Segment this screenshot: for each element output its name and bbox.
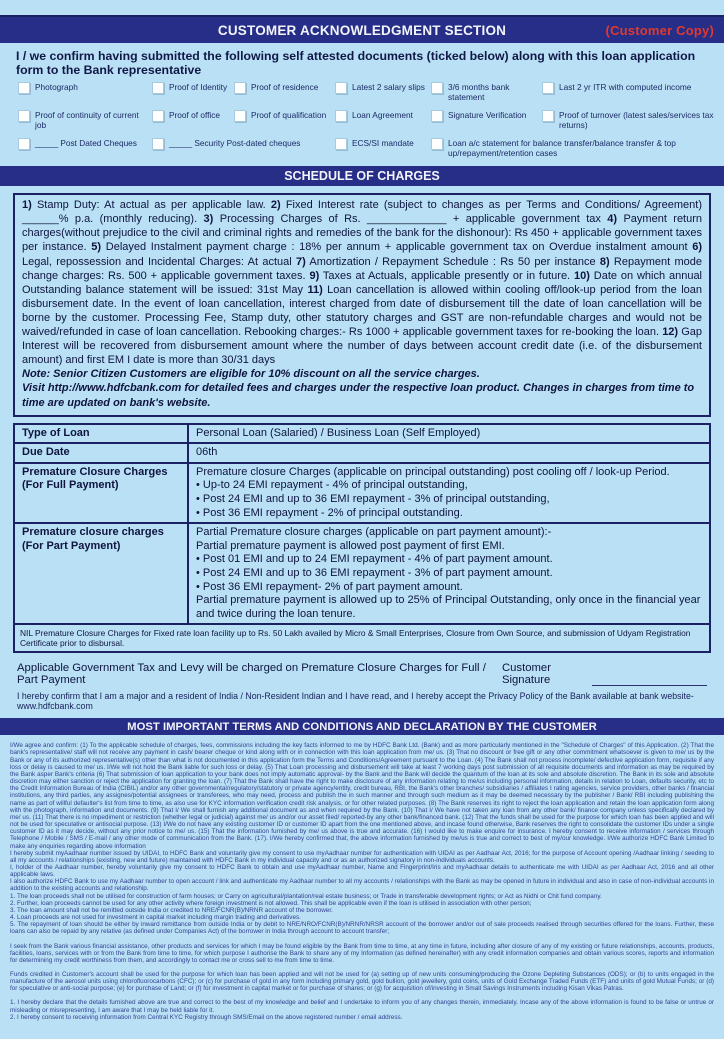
- table-row: [14, 443, 710, 463]
- checkbox-item[interactable]: [18, 138, 148, 158]
- checkbox-label: Signature Verification: [448, 110, 527, 121]
- ack-intro-text: I / we confirm having submitted the following self attested documents (ticked below) along with this loan application form to the Bank representative: [16, 49, 696, 77]
- row-label: Premature Closure Charges (For Full Payment): [14, 463, 188, 523]
- checkbox[interactable]: [152, 110, 164, 122]
- tax-signature-row: [17, 662, 707, 686]
- checkbox-item[interactable]: [152, 138, 331, 158]
- ack-section-header: [0, 15, 724, 43]
- charges-table-body: [14, 424, 710, 653]
- checkbox-item[interactable]: [431, 110, 538, 130]
- checkbox-item[interactable]: [335, 110, 427, 130]
- checkbox-item[interactable]: [234, 82, 331, 102]
- checkbox-grid: [18, 82, 716, 158]
- row-label: Due Date: [14, 443, 188, 463]
- table-row: [14, 523, 710, 624]
- checkbox-item[interactable]: [335, 82, 427, 102]
- checkbox[interactable]: [542, 110, 554, 122]
- checkbox[interactable]: [335, 138, 347, 150]
- terms-paragraph: 4. Loan proceeds are not used for investment in capital market including margin trading and derivatives.: [10, 914, 301, 922]
- checkbox-item[interactable]: [18, 110, 148, 130]
- schedule-note: Note: Senior Citizen Customers are eligible for 10% discount on all the service charges.: [22, 368, 480, 381]
- terms-paragraph: I, holder of the Aadhaar number, hereby voluntarily give my consent to HDFC Bank to obtain and use myAadhaar number, Name and Fingerprint/Iris and myAadhaar details to authenticate me with UIDAI as per Aadhaar Act, 2016 and all other applicable laws.: [10, 863, 714, 879]
- checkbox[interactable]: [152, 82, 164, 94]
- checkbox-label: Proof of residence: [251, 82, 319, 92]
- checkbox-item[interactable]: [18, 82, 148, 102]
- checkbox-item[interactable]: [431, 82, 538, 102]
- table-row: [14, 424, 710, 444]
- checkbox-label: Proof of office: [169, 110, 221, 121]
- ack-section-title: CUSTOMER ACKNOWLEDGMENT SECTION: [217, 22, 507, 38]
- checkbox[interactable]: [335, 110, 347, 122]
- checkbox-label: Latest 2 salary slips: [352, 82, 425, 92]
- checkbox-label: Last 2 yr ITR with computed income: [559, 82, 692, 92]
- checkbox[interactable]: [234, 82, 246, 94]
- checkbox[interactable]: [18, 110, 30, 122]
- schedule-title: SCHEDULE OF CHARGES: [284, 169, 440, 184]
- terms-paragraph: I hereby submit myAadhaar number issued by UIDAI, to HDFC Bank and voluntarily give my consent to use myAadhaar number for authentication with UIDAI as per Aadhaar Act, 2016; for the purpose of Account opening /Aadhaar linking / seeding to all my accounts / relationships (existing, new and future) maintained with HDFC Bank in my individual capacity and or as an authorized signatory in non-individuals accounts.: [10, 849, 714, 864]
- checkbox-item[interactable]: [152, 82, 230, 102]
- terms-paragraph: I seek from the Bank various financial assistance, other products and services for which I may be found eligible by the Bank from time to time, at any time in future, including after closure of any of my existing or future relationships, accounts, products, facilities, loans, services with or from the Bank from time to time, for which purpose I authorise the Bank to share any of my Information (as defined hereinafter) with any credit information companies and obtain various scores, reports and information for determining my credit worthiness from them, and accordingly to contact me or cross sell to me from time to time.: [10, 942, 714, 964]
- mitc-title: MOST IMPORTANT TERMS AND CONDITIONS AND DECLARATION BY THE CUSTOMER: [127, 720, 597, 733]
- schedule-body: 1) Stamp Duty: At actual as per applicable law. 2) Fixed Interest rate (subject to changes as per Terms and Conditions/ Agreement) ______% p.a. (monthly reducing). 3) Processing Charges of Rs. _____________ + applicable government tax 4) Payment return charges(without prejudice to the civil and criminal rights and remedies of the bank for the dishonour): Rs 450 + applicable government taxes per instance. 5) Delayed Instalment payment charge : 18% per annum + applicable government tax on Overdue instalment amount 6) Legal, repossession and Incidental Charges: At actual 7) Amortization / Repayment Schedule : Rs 50 per instance 8) Repayment mode change charges: Rs. 500 + applicable government taxes. 9) Taxes at Actuals, applicable presently or in future. 10) Date on which annual Outstanding balance statement will be issued: 31st May 11) Loan cancellation is allowed within cooling off/look-up period from the loan disbursement date. In the event of loan cancellation, interest charged from date of disbursement till the date of loan cancellation will be borne by the customer. Processing Fee, Stamp duty, other statutory charges and GST are non-refundable charges and would not be waived/refunded in case of loan cancellation. Rebooking charges:- Rs 1000 + applicable government taxes for re-booking the loan. 12) Gap Interest will be recovered from disbursement amount where the number of days between account credit date (i.e. of the disbursement amount) and first EM I date is more than 30/31 days: [22, 199, 703, 367]
- terms-paragraph: I also authorize HDFC Bank to use my Aadhaar number to open account / link and authenticate my Aadhaar number to all my accounts / relationships with the Bank as may be opened in future in individual and also in case of non-individual accounts in addition to the existing accounts and relationship.: [10, 878, 714, 893]
- terms-paragraph: 1. I hereby declare that the details furnished above are true and correct to the best of my knowledge and belief and I undertake to inform you of any changes therein, immediately. Incase any of the above information is found to be false or untrue or misleading or misrepresenting, I am aware that I may be held liable for it.: [10, 999, 714, 1014]
- terms-paragraph: 1. The loan proceeds shall not be utilised for construction of farm houses; or Carry on agricultural/plantation/real estate business; or Trade in transferable development rights; or Act as Nidhi or Chit fund company.: [10, 892, 602, 900]
- row-label: Premature closure charges (For Part Payment): [14, 523, 188, 624]
- tax-note: Applicable Government Tax and Levy will be charged on Premature Closure Charges for Full / Part Payment: [17, 662, 486, 687]
- checkbox-label: Proof of continuity of current job: [35, 110, 139, 130]
- customer-copy-label: (Customer Copy): [605, 22, 714, 38]
- checkbox-label: 3/6 months bank statement: [448, 82, 510, 102]
- checkbox-label: _____ Post Dated Cheques: [35, 138, 137, 149]
- row-value: Partial Premature closure charges (applicable on part payment amount):- Partial premature payment is allowed post payment of first EMI. • Post 01 EMI and up to 24 EMI repayment - 4% of part payment amount. • Post 24 EMI and up to 36 EMI repayment - 3% of part payment amount. • Post 36 EMI repayment- 2% of part payment amount. Partial premature payment is allowed up to 25% of Principal Outstanding, only once in the financial year and twice during the loan tenure.: [188, 523, 710, 624]
- checkbox[interactable]: [542, 82, 554, 94]
- charges-table: [13, 423, 711, 654]
- checkbox-label: Photograph: [35, 82, 78, 92]
- row-label: Type of Loan: [14, 424, 188, 444]
- row-value: Personal Loan (Salaried) / Business Loan (Self Employed): [188, 424, 710, 444]
- table-row: [14, 463, 710, 523]
- schedule-header: [0, 166, 724, 186]
- table-row: [14, 624, 710, 652]
- terms-paragraph: 2. I hereby consent to receiving information from Central KYC Registry through SMS/Email on the above registered number / email address.: [10, 1013, 403, 1021]
- customer-signature-field[interactable]: [592, 675, 707, 686]
- terms-paragraph: I/We agree and confirm: (1) To the applicable schedule of charges, fees, commissions including the key facts informed to me by HDFC Bank Ltd. (Bank) and as more particularly mentioned in the "Schedule of Charges" of this Application. (2) That the bank's representative/ staff will not receive any payment in cash/ bearer cheque or kind along with or in connection with this loan application from me/ us. (3) That no discount or free gift or any other commitment whatsoever is given to me/ us by the Bank or any of its authorized representative(s) other than what is not documented in this application form the Terms and Conditions/Agreement pursuant to the Loan. (4) The Bank shall not process incomplete/ defective application form, requisite if any loss or delay is caused to me/ us. I/We will not hold the Bank liable for such loss or delay. (5) That Loan processing and disbursement will take at least 7 working days post submission of all requisite documents and information as may be required by the Bank asper Bank's criteria (6) That submission of loan application to your bank does not imply automatic approval- by the Bank and the Bank will decide the quantum of the loan at its sole and absolute discretion. The Bank in its sole and absolute discretion may either sanction or reject the application for granting the loan. (7) That the Bank shall have the right to make disclosure of any information relating to me/us including personal information, details in relation to Loan, defaults security, etc to the Credit Information Bureau of India (CIBIL) and/or any other governmental/regulatory/statutory or private agency/entity, credit bureau, RBI, the Bank's other branches/ subsidiaries / affiliates I rating agencies, service providers, other banks / financial institutions, any third parties, any assignes/potential assignees or transferees, who may need, process and publish the in such manner and through such medium as it may be deemed necessary by the publisher / Bank/ RBI including publishing the name as part of willful defaulter's list from time to time, as also use for KYC information verification credit risk analysis, or for other related purposes. (8) The Bank reserves its right to reject the loan application and retain the loan application form along with the photograph, information and documents. (9) That I/ We shall furnish any additional document as and when required by the Bank. (10) That I/ We have not taken any loan from any other bank/ finance company unless specifically declared by me/ us. (11) That there is no impediment or restriction (whether legal or judicial) against me/ us and/or our asset filed/ reported-by any other bank/financed bank. (12) That the funds shall be used for the purpose for which loan has been applied and will not be used for speculative or antisocial purpose. (13) I/We do not have any existing customer ID or customer ID apart from the one mentioned above, and incase found otherwise, Bank reserves the right to consolidate the customer IDs under a single customer ID as it may decide, without any prior notice to me/ us. (15) That the information furnished by me/ us above is true and accurate. (16) I would like to make enquire for insurance. I hereby consent to receive information / services through Telephone / Mobile / SMS / E-mail / any other mode of communication from the Bank. (17). I/We hereby confirmed that, the above information furnished by me/us is true and correct to best of my/our knowledge. I/We authorize HDFC Bank Limited to make any enquiries regarding above information: [10, 742, 714, 850]
- checkbox-item[interactable]: [542, 110, 716, 130]
- checkbox-label: Proof of Identity: [169, 82, 228, 92]
- row-value: 06th: [188, 443, 710, 463]
- terms-paragraph: 3. The loan amount shall not be remitted outside India or credited to NRE/FCNR(B)/NRNR account of the borrower.: [10, 906, 333, 914]
- checkbox-item[interactable]: [431, 138, 716, 158]
- schedule-box: [13, 193, 711, 416]
- schedule-visit-note: Visit http://www.hdfcbank.com for detailed fees and charges under the respective loan product. Changes in charges from time to time are updated on bank's website.: [22, 382, 695, 409]
- checkbox[interactable]: [234, 110, 246, 122]
- checkbox-label: Proof of turnover (latest sales/services tax returns): [559, 110, 714, 130]
- checkbox-item[interactable]: [234, 110, 331, 130]
- checkbox-label: Proof of qualification: [251, 110, 327, 121]
- nil-closure-note: NIL Premature Closure Charges for Fixed rate loan facility up to Rs. 50 Lakh availed by Micro & Small Enterprises, Closure from Own Source, and submission of Udyam Registration Certificate prior to disbursal.: [14, 624, 710, 652]
- checkbox[interactable]: [431, 110, 443, 122]
- checkbox[interactable]: [431, 82, 443, 94]
- checkbox[interactable]: [335, 82, 347, 94]
- checkbox-label: Loan Agreement: [352, 110, 413, 121]
- mitc-header: [0, 718, 724, 735]
- checkbox-item[interactable]: [335, 138, 427, 158]
- checkbox-label: ECS/SI mandate: [352, 138, 414, 149]
- checkbox[interactable]: [152, 138, 164, 150]
- checkbox-item[interactable]: [152, 110, 230, 130]
- checkbox-label: _____ Security Post-dated cheques: [169, 138, 301, 149]
- customer-signature-label: Customer Signature: [501, 662, 551, 687]
- row-value: Premature closure Charges (applicable on principal outstanding) post cooling off / look-up Period. • Up-to 24 EMI repayment - 4% of principal outstanding, • Post 24 EMI and up to 36 EMI repayment - 3% of principal outstanding, • Post 36 EMI repayment - 2% of principal outstanding.: [188, 463, 710, 523]
- fine-print: [10, 742, 714, 1021]
- terms-paragraph: 5. The repayment of loan should be either by inward remittance from outside India or by debit to NRE/NRO/FCNR(B)/NRNR/NRSR account of the borrower and/or out of sale proceeds realised through securities offered for the loans. Further, these loans can also be repaid by any relative (as defined under Companies Act) of the borrower in India through account to account transfer;: [10, 921, 714, 936]
- checkbox[interactable]: [18, 138, 30, 150]
- checkbox-item[interactable]: [542, 82, 716, 102]
- terms-paragraph: Funds credited in Customer's account shall be used for the purpose for which loan has been applied and will not be used for (a) setting up of new units consuming/producing the Ozone Depleting Substances (ODS); or (b) to units engaged in the manufacture of the aerosol units using chlorofluorocarbons (CFC); or (c) for purchase of gold in any form including primary gold, gold bullion, gold jewellery, gold coins, units of Gold Exchange Traded Funds (ETF) and units of gold Mutual Funds; or (d) for speculative or anti-social purpose; (e) for purchase of Land; or (f) for investment in capital market or for purchase of shares; or (g) for acquisition of/investing in Small Savings Instruments including Kisan Vikas Patras.: [10, 971, 714, 993]
- checkbox[interactable]: [18, 82, 30, 94]
- checkbox-label: Loan a/c statement for balance transfer/balance transfer & top up/repayment/retention cases: [448, 138, 676, 158]
- terms-paragraph: 2. Further, loan proceeds cannot be used for any other activity where foreign investment is not allowed. This shall be applicable even if the loan is utilised in association with other person;: [10, 899, 532, 907]
- privacy-confirmation-text: I hereby confirm that I am a major and a resident of India / Non-Resident Indian and I have read, and I hereby accept the Privacy Policy of the Bank available at bank website- www.hdfcbank.com: [17, 691, 694, 712]
- checkbox[interactable]: [431, 138, 443, 150]
